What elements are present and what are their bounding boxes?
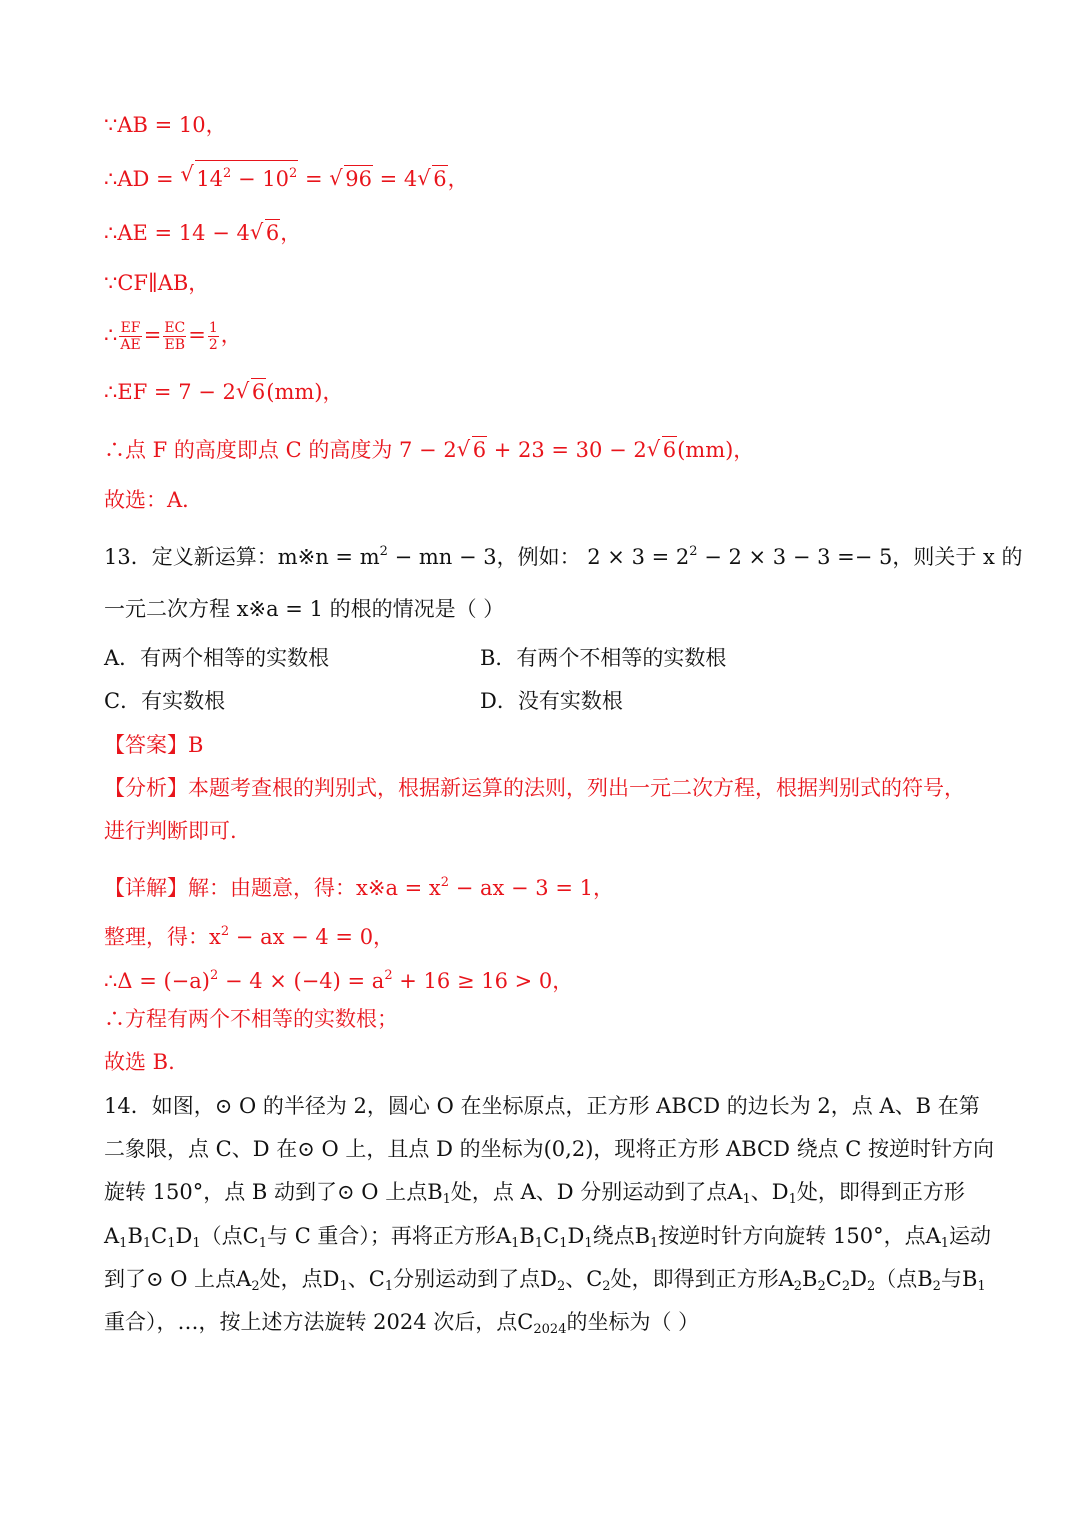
solution-line-ratio: ∴ $\frac{EF}{AE}$ = $\frac{EC}{EB}$ = $\frac{1}{2}$ ， [104, 320, 242, 353]
q13-detail-line4: ∴方程有两个不相等的实数根； [104, 1007, 398, 1031]
q13-analysis-line1: 【分析】本题考查根的判别式，根据新运算的法则，列出一元二次方程，根据判别式的符号， [104, 776, 965, 800]
q13-option-b: B．有两个不相等的实数根 [480, 646, 727, 670]
q14-stem-line5: 到了⊙ O 上点$A_2$处，点$D_1$、$C_1$分别运动到了点$D_2$、$C_2$处，即得到正方形$A_2B_2C_2D_2$（点$B_2$与$B_1$ [104, 1267, 986, 1294]
q13-stem-line1: 13．定义新运算：m※n = $m^2$ − mn − 3，例如： $2 \times 3 = 2^2 - 2 \times 3 - 3 =- 5$，则关于 x 的 [104, 544, 1023, 569]
q14-stem-line1: 14．如图，⊙ O 的半径为 2，圆心 O 在坐标原点，正方形 ABCD 的边长为 2，点 A、B 在第 [104, 1094, 980, 1118]
solution-choice-a: 故选：A． [104, 488, 204, 512]
q14-stem-line6: 重合），…，按上述方法旋转 2024 次后，点$C_{2024}$的坐标为（ ） [104, 1310, 700, 1337]
q13-answer: 【答案】B [104, 733, 204, 757]
q13-option-c: C．有实数根 [104, 689, 226, 713]
q13-stem-line2: 一元二次方程 x※a = 1 的根的情况是（ ） [104, 597, 505, 621]
q14-stem-line2: 二象限，点 C、D 在⊙ O 上，且点 D 的坐标为(0,2)，现将正方形 ABCD 绕点 C 按逆时针方向 [104, 1137, 995, 1161]
q13-detail-line1: 【详解】解：由题意，得：x※a = $x^2$ − ax − 3 = 1， [104, 875, 614, 900]
q13-analysis-line2: 进行判断即可. [104, 819, 237, 843]
q14-stem-line3: 旋转 150°，点 B 动到了⊙ O 上点$B_1$处，点 A、D 分别运动到了点$A_1$、$D_1$处，即得到正方形 [104, 1180, 965, 1207]
solution-line-ad: ∴AD = √ $14^2 - 10^2$ = √ 96 = 4√ 6， [104, 160, 469, 194]
solution-line-height: ∴点 F 的高度即点 C 的高度为 7 − 2√ 6 + 23 = 30 − 2√ 6(mm)， [104, 435, 754, 465]
q14-stem-line4: $A_1B_1C_1D_1$（点$C_1$与 C 重合）；再将正方形$A_1B_1C_1D_1$绕点$B_1$按逆时针方向旋转 150°，点$A_1$运动 [104, 1224, 992, 1251]
q13-choice: 故选 B. [104, 1050, 175, 1074]
q13-detail-line3: ∴Δ = $(-a)^2 - 4 \times (-4) = a^2 + 16 \ge 16 > 0$， [104, 968, 574, 993]
q13-option-d: D．没有实数根 [480, 689, 623, 713]
solution-line-ab: ∵AB = 10， [104, 113, 227, 137]
solution-line-cf: ∵CF∥AB， [104, 271, 210, 295]
solution-line-ef: ∴EF = 7 − 2√ 6(mm)， [104, 377, 343, 407]
solution-line-ae: ∴AE = 14 − 4√ 6， [104, 218, 301, 248]
q13-detail-line2: 整理，得：$x^2$ − ax − 4 = 0， [104, 924, 395, 949]
q13-option-a: A．有两个相等的实数根 [104, 646, 330, 670]
